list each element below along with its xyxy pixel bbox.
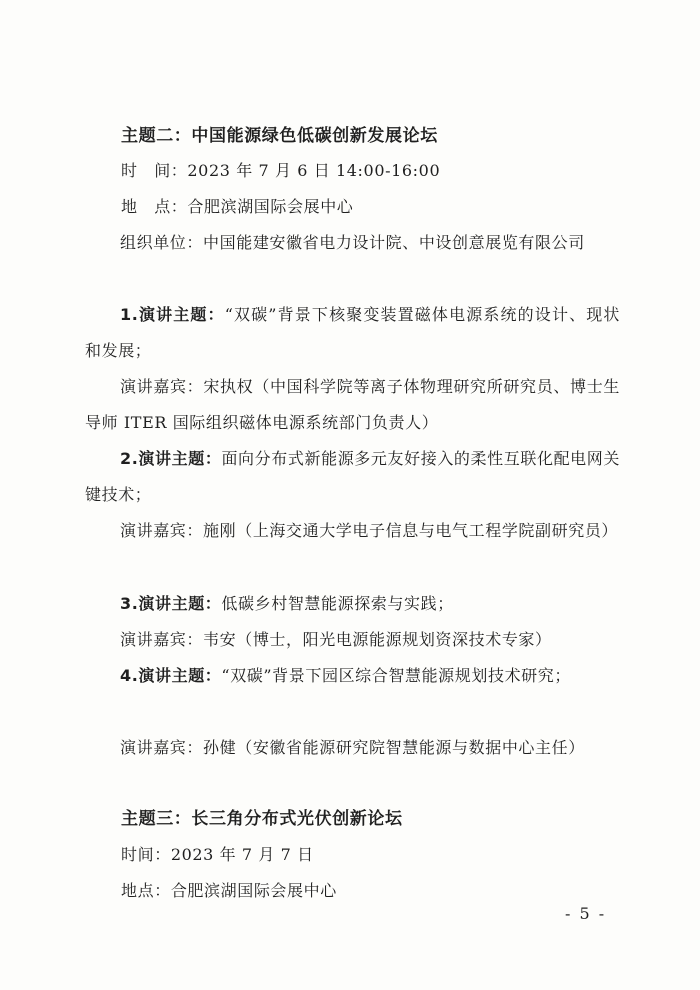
talk-2-topic-label: 2.演讲主题： (120, 449, 222, 468)
theme3-time-label: 时间： (121, 845, 171, 864)
talk-4-speaker-label: 演讲嘉宾： (120, 738, 204, 757)
theme2-place-label: 地 点： (121, 197, 188, 216)
page-number: - 5 - (565, 904, 607, 923)
theme2-place (0, 196, 700, 218)
theme2-organizer (85, 225, 620, 261)
talk-3-topic-value: 低碳乡村智慧能源探索与实践； (221, 594, 454, 613)
talk-2-speaker-value: 施刚（上海交通大学电子信息与电气工程学院副研究员） (203, 521, 619, 540)
theme3-place-label: 地点： (121, 881, 171, 900)
theme3-place (0, 880, 700, 902)
theme2-organizer-label: 组织单位： (120, 233, 204, 252)
talk-2-speaker-label: 演讲嘉宾： (120, 521, 204, 540)
talk-4-speaker-value: 孙健（安徽省能源研究院智慧能源与数据中心主任） (203, 738, 585, 757)
theme2-organizer-value: 中国能建安徽省电力设计院、中设创意展览有限公司 (203, 233, 585, 252)
theme3-title: 主题三：长三角分布式光伏创新论坛 (121, 809, 403, 829)
theme2-time-value: 2023 年 7 月 6 日 14:00-16:00 (187, 161, 441, 180)
talk-2-topic (85, 441, 620, 513)
talk-3-speaker-value: 韦安（博士，阳光电源能源规划资深技术专家） (203, 630, 552, 649)
talk-3-topic (85, 586, 620, 622)
theme2-time-label: 时 间： (121, 161, 188, 180)
talk-1-topic-label: 1.演讲主题： (120, 305, 225, 324)
talk-2-speaker (85, 513, 620, 549)
theme3-time (0, 844, 700, 866)
theme3-place-value: 合肥滨湖国际会展中心 (170, 881, 337, 900)
talk-3-speaker (85, 622, 620, 658)
talk-1-topic-value: “双碳”背景下核聚变装置磁体电源系统的设计、现状和发展； (85, 305, 620, 360)
talk-4-speaker (85, 730, 620, 766)
theme2-place-value: 合肥滨湖国际会展中心 (187, 197, 354, 216)
talk-4-topic-value: “双碳”背景下园区综合智慧能源规划技术研究； (221, 666, 571, 685)
talk-1-speaker-value: 宋执权（中国科学院等离子体物理研究所研究员、博士生导师 ITER 国际组织磁体电源系统部门负责人） (85, 377, 620, 432)
talk-4-topic (85, 658, 620, 694)
talk-1-speaker-label: 演讲嘉宾： (120, 377, 204, 396)
talk-1-topic (85, 297, 620, 369)
theme2-title: 主题二：中国能源绿色低碳创新发展论坛 (121, 126, 438, 146)
talk-3-topic-label: 3.演讲主题： (120, 594, 222, 613)
talk-2-topic-value: 面向分布式新能源多元友好接入的柔性互联化配电网关键技术； (85, 449, 620, 504)
talk-3-speaker-label: 演讲嘉宾： (120, 630, 204, 649)
theme2-time (0, 160, 700, 182)
talk-1-speaker (85, 369, 620, 441)
talk-4-topic-label: 4.演讲主题： (120, 666, 222, 685)
theme3-time-value: 2023 年 7 月 7 日 (170, 845, 314, 864)
